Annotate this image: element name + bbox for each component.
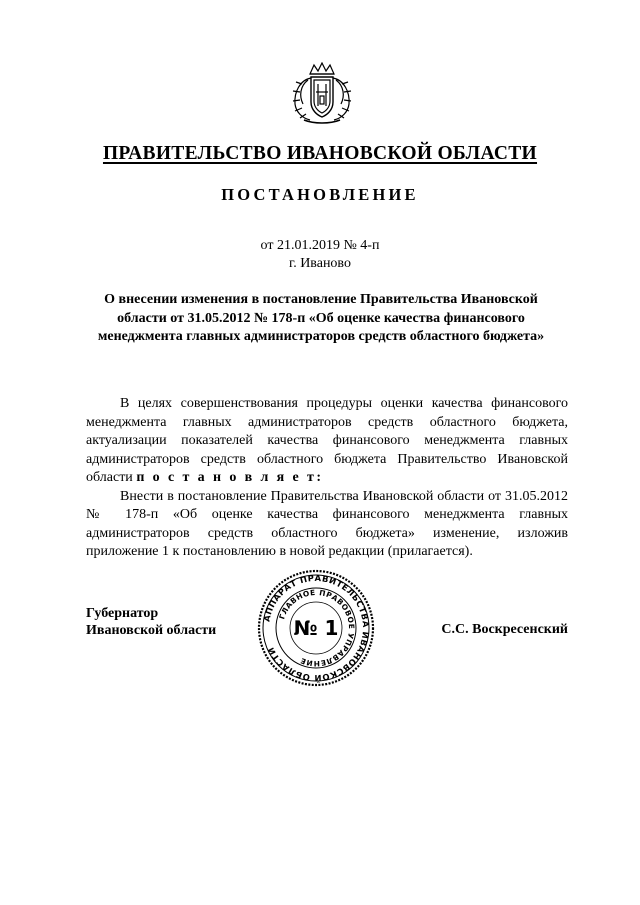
document-body — [86, 395, 568, 562]
document-date-number: от 21.01.2019 № 4-п — [260, 238, 380, 253]
body-paragraph-1-text: В целях совершенствования процедуры оценки качества финансового менеджмента главных администраторов средств областного бюджета, актуализации показателей качества финансового менеджмента главных администраторов средств областного бюджета Правительство Ивановской области — [86, 396, 568, 485]
signatory-position-line-1: Губернатор — [86, 606, 159, 621]
stamp-ring-text: АППАРАТ ПРАВИТЕЛЬСТВА ИВАНОВСКОЙ ОБЛАСТИ — [261, 572, 372, 684]
official-stamp — [257, 569, 375, 687]
coat-of-arms-icon — [290, 62, 354, 124]
government-title-text: ПРАВИТЕЛЬСТВО ИВАНОВСКОЙ ОБЛАСТИ — [102, 143, 538, 164]
document-subject: О внесении изменения в постановление Правительства Ивановской области от 31.05.2012 № 178-п «Об оценке качества финансового менеджмента главных администраторов средств областного бюджета» — [97, 292, 545, 344]
signatory-position-line-2: Ивановской области — [86, 623, 217, 638]
document-type: ПОСТАНОВЛЕНИЕ — [221, 185, 419, 204]
document-city: г. Иваново — [289, 256, 351, 271]
body-paragraph-2: Внести в постановление Правительства Ивановской области от 31.05.2012 № 178-п «Об оценке качества финансового менеджмента главных администраторов средств областного бюджета» изменение, изложив приложение 1 к постановлению в новой редакции (прилагается). — [86, 488, 568, 559]
signatory-name: С.С. Воскресенский — [441, 622, 568, 637]
stamp-number: № 1 — [293, 616, 339, 640]
signatory-position — [86, 605, 216, 639]
body-paragraph-1 — [86, 395, 568, 488]
decree-word: п о с т а н о в л я е т: — [136, 470, 324, 485]
stamp-inner-text: ГЛАВНОЕ ПРАВОВОЕ УПРАВЛЕНИЕ — [277, 587, 357, 669]
government-title — [0, 143, 640, 165]
